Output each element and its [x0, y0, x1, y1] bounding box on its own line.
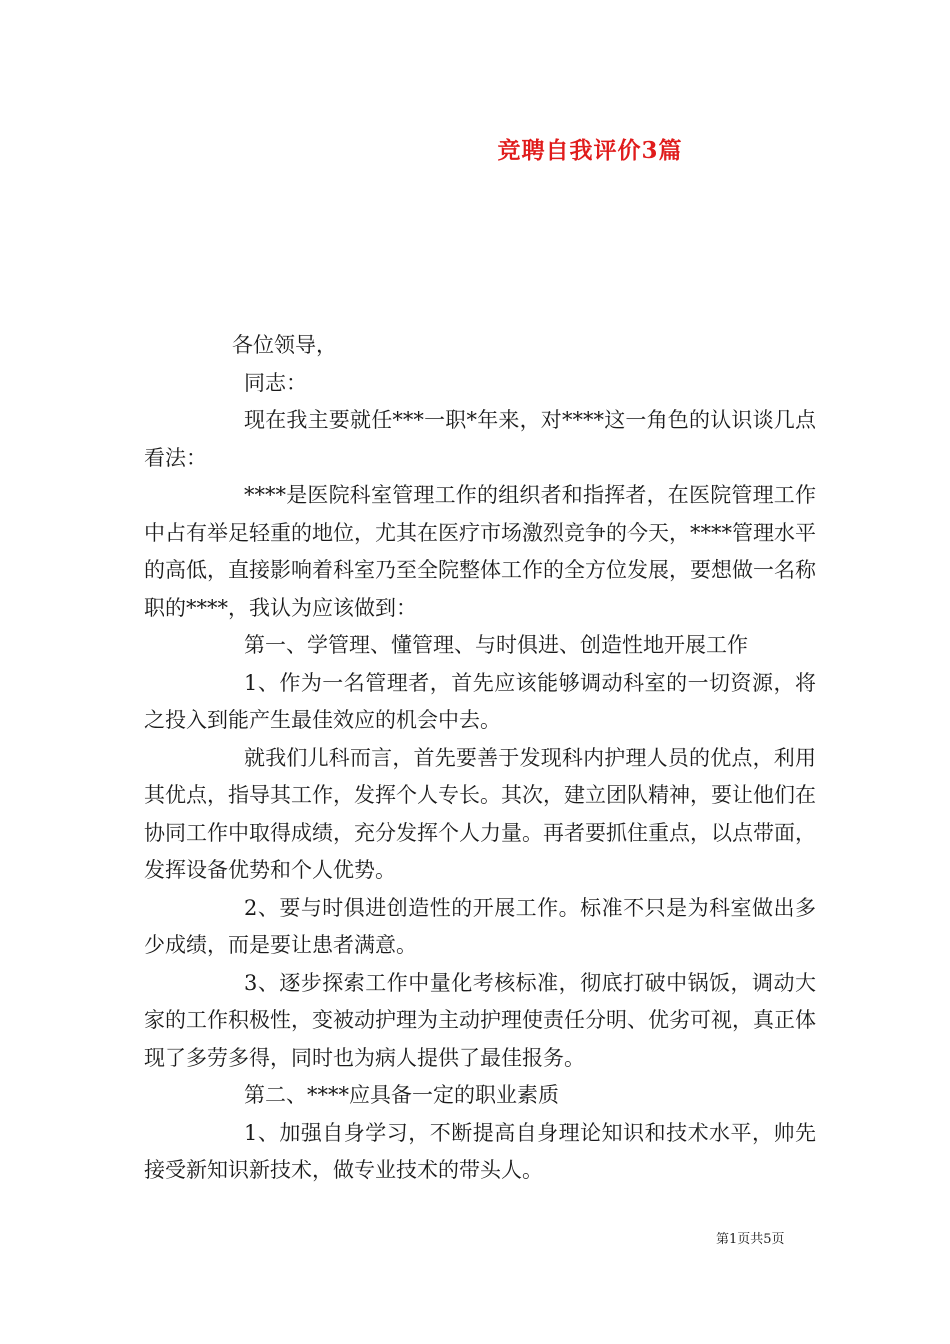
body-paragraph: 3、逐步探索工作中量化考核标准，彻底打破中锅饭，调动大家的工作积极性，变被动护理为主动护理使责任分明、优劣可视，真正体现了多劳多得，同时也为病人提供了最佳报务。 — [144, 970, 816, 1070]
section-heading: 第一、学管理、懂管理、与时俱进、创造性地开展工作 — [244, 633, 748, 657]
body-paragraph: ****是医院科室管理工作的组织者和指挥者，在医院管理工作中占有举足轻重的地位，尤其在医疗市场激烈竞争的今天，****管理水平的高低，直接影响着科室乃至全院整体工作的全方位发展，要想做一名称职的****，我认为应该做到： — [144, 483, 816, 620]
body-paragraph: 就我们儿科而言，首先要善于发现科内护理人员的优点，利用其优点，指导其工作，发挥个人专长。其次，建立团队精神，要让他们在协同工作中取得成绩，充分发挥个人力量。再者要抓住重点，以点带面，发挥设备优势和个人优势。 — [144, 745, 816, 882]
body-paragraph: 2、要与时俱进创造性的开展工作。标准不只是为科室做出多少成绩，而是要让患者满意。 — [144, 895, 816, 957]
page-number-footer: 第1页共5页 — [716, 1232, 785, 1247]
body-paragraph: 1、加强自身学习，不断提高自身理论知识和技术水平，帅先接受新知识新技术，做专业技术的带头人。 — [144, 1120, 816, 1182]
salutation-line: 各位领导， — [232, 333, 337, 357]
document-body — [144, 327, 816, 1190]
document-title: 竞聘自我评价3篇 — [497, 137, 683, 164]
body-paragraph: 1、作为一名管理者，首先应该能够调动科室的一切资源，将之投入到能产生最佳效应的机会中去。 — [144, 670, 816, 732]
body-paragraph: 现在我主要就任***一职*年来，对****这一角色的认识谈几点看法： — [144, 408, 816, 470]
section-heading: 第二、****应具备一定的职业素质 — [244, 1083, 559, 1107]
salutation-line: 同志： — [244, 370, 307, 395]
